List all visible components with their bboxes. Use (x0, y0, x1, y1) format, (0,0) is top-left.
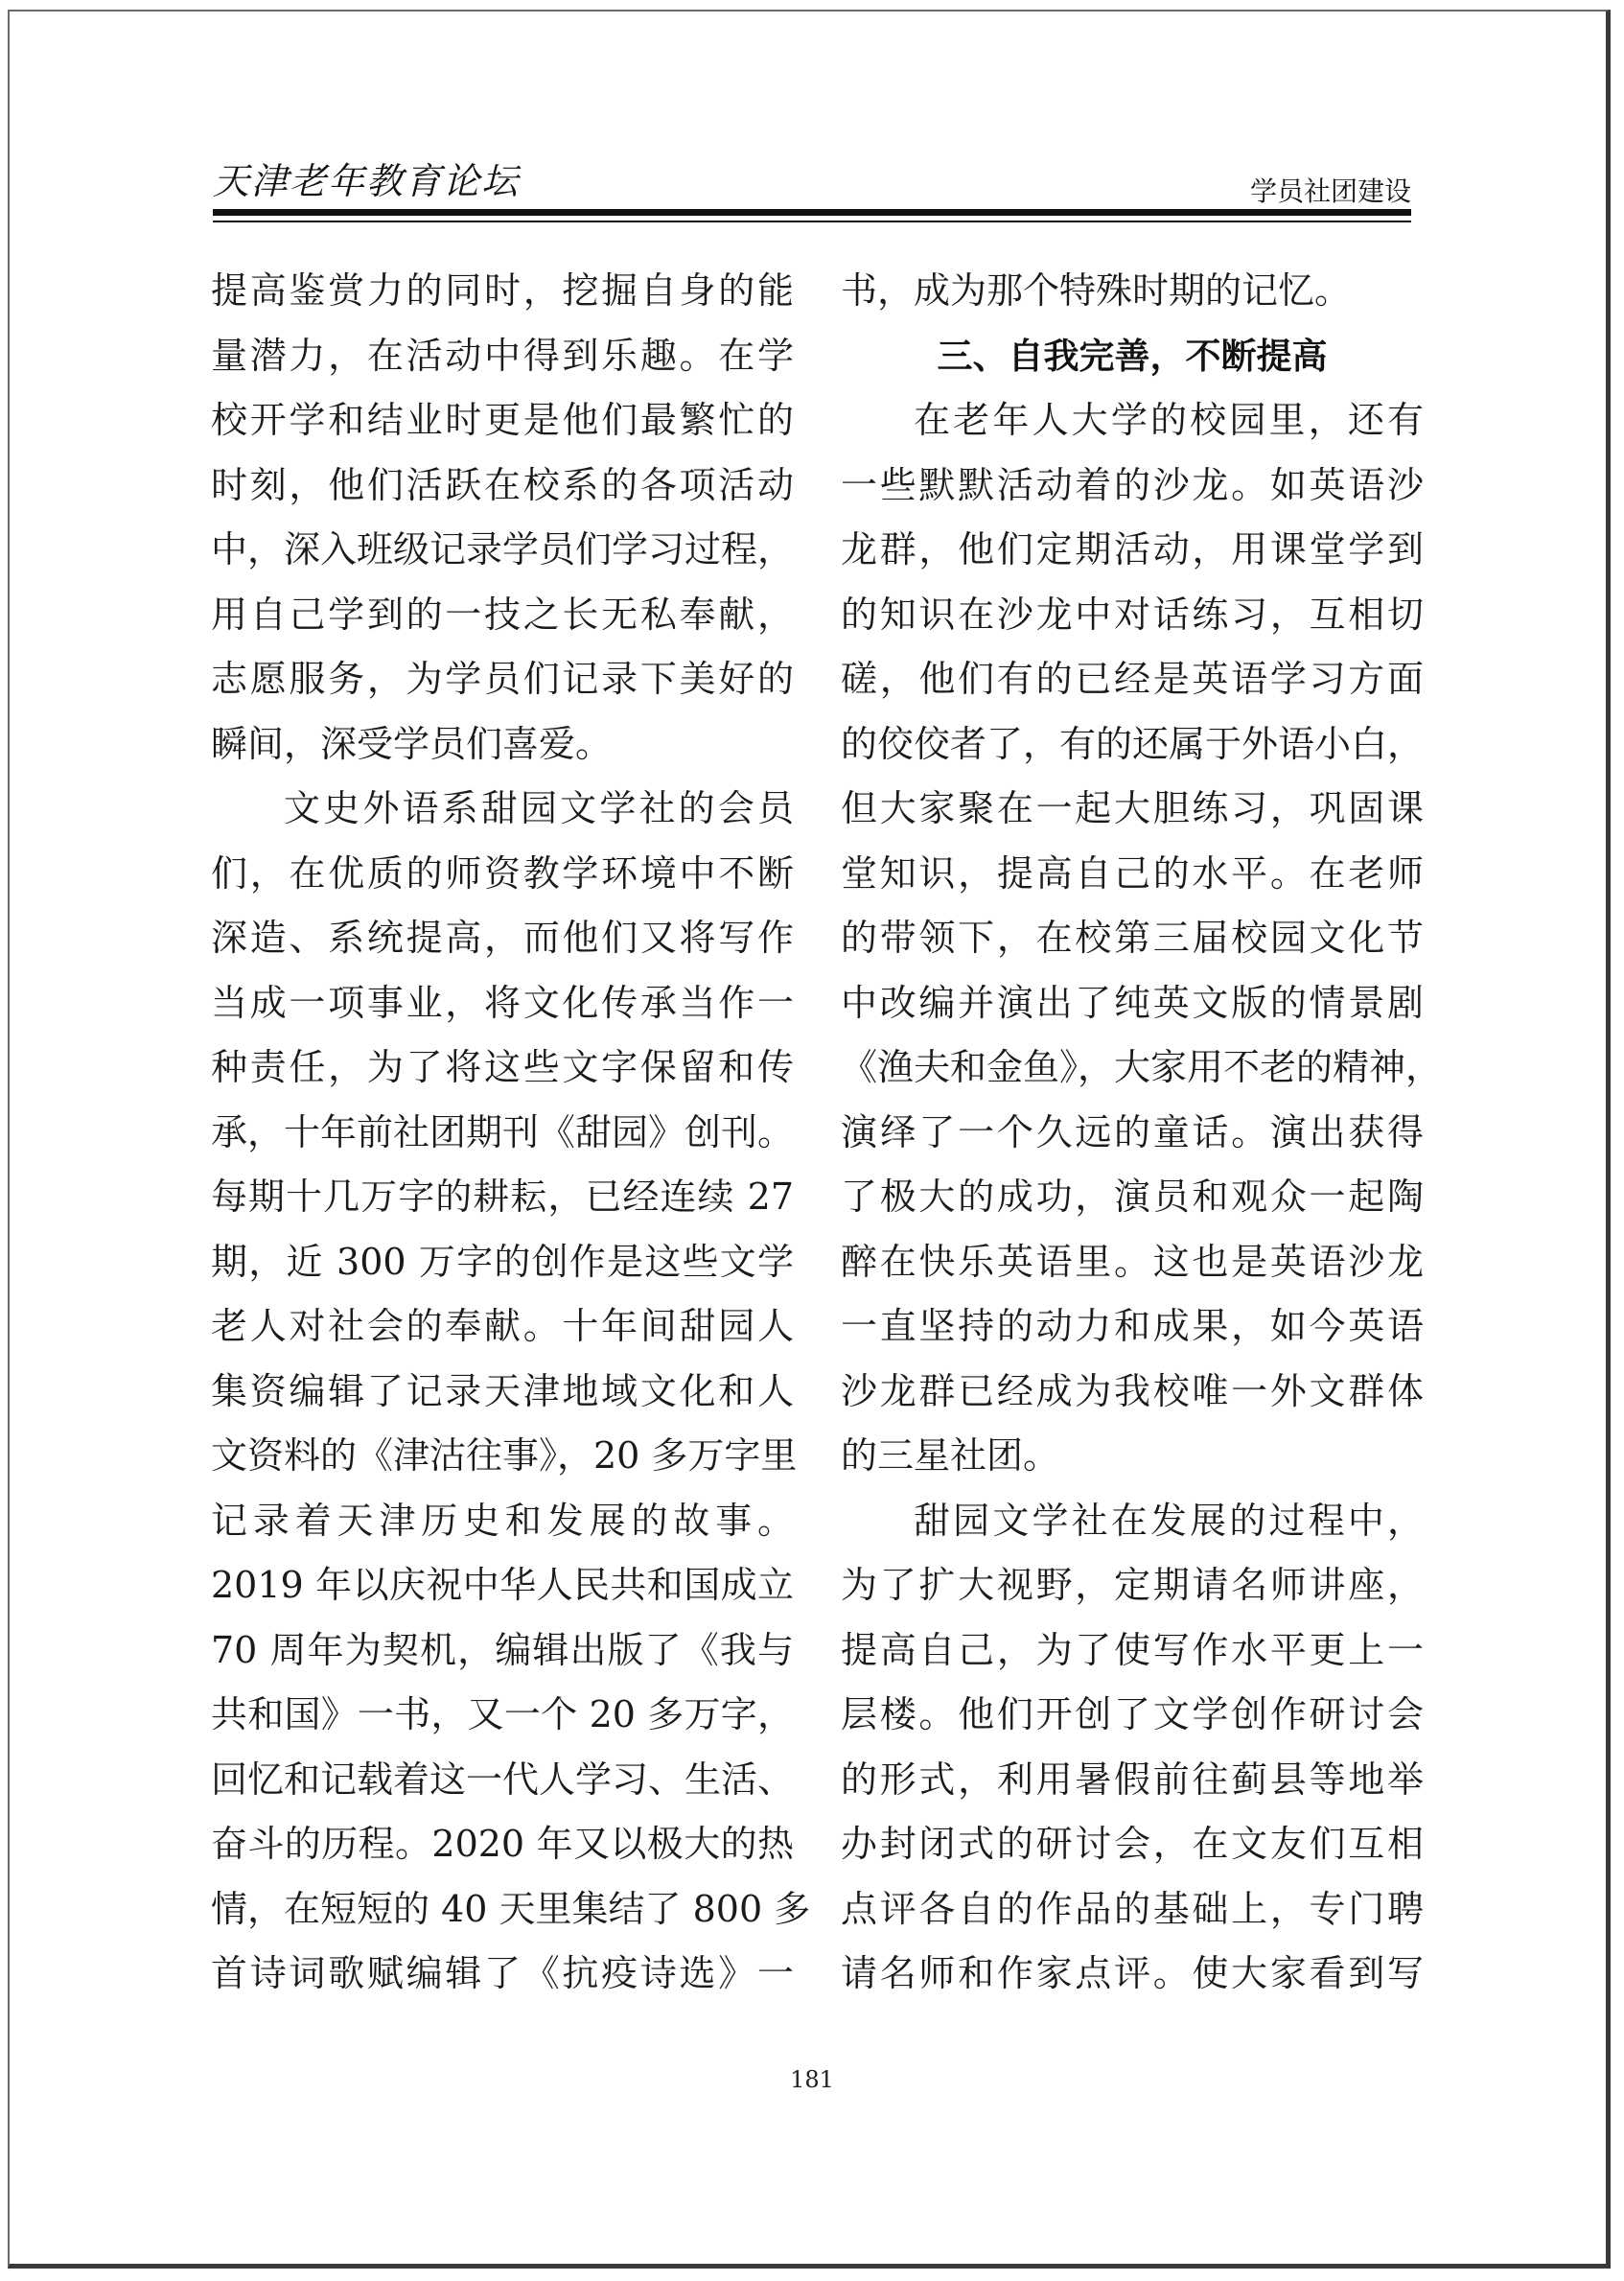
text-line: 为了扩大视野，定期请名师讲座， (841, 1564, 1424, 1606)
text-line: 情，在短短的 40 天里集结了 800 多 (211, 1887, 811, 1930)
journal-logo: 天津老年教育论坛 (213, 160, 521, 202)
text-line: 提高鉴赏力的同时，挖掘自身的能 (211, 269, 794, 312)
text-line: 70 周年为契机，编辑出版了《我与 (211, 1628, 794, 1671)
text-line: 堂知识，提高自己的水平。在老师 (841, 851, 1424, 895)
text-line: 了极大的成功，演员和观众一起陶 (841, 1175, 1424, 1218)
text-line: 校开学和结业时更是他们最繁忙的 (211, 399, 794, 441)
text-line: 志愿服务，为学员们记录下美好的 (211, 658, 794, 700)
text-line: 的形式，利用暑假前往蓟县等地举 (841, 1757, 1424, 1801)
text-line: 的三星社团。 (841, 1434, 1060, 1477)
page-number: 181 (790, 2066, 834, 2093)
text-line: 沙龙群已经成为我校唯一外文群体 (841, 1369, 1424, 1412)
text-line: 首诗词歌赋编辑了《抗疫诗选》一 (211, 1952, 794, 1994)
text-line: 书，成为那个特殊时期的记忆。 (841, 269, 1352, 312)
text-line: 龙群，他们定期活动，用课堂学到 (841, 528, 1424, 570)
text-line: 们，在优质的师资教学环境中不断 (211, 851, 794, 895)
text-line: 层楼。他们开创了文学创作研讨会 (841, 1693, 1424, 1735)
text-line: 但大家聚在一起大胆练习，巩固课 (841, 787, 1424, 829)
text-line: 演绎了一个久远的童话。演出获得 (841, 1110, 1424, 1153)
text-line: 时刻，他们活跃在校系的各项活动 (211, 463, 794, 506)
text-line: 请名师和作家点评。使大家看到写 (841, 1952, 1424, 1994)
text-line: 《渔夫和金鱼》，大家用不老的精神， (841, 1046, 1443, 1088)
right-column (841, 259, 1443, 2007)
text-line: 承，十年前社团期刊《甜园》创刊。 (211, 1110, 795, 1153)
text-line: 2019 年以庆祝中华人民共和国成立 (211, 1564, 794, 1606)
text-line: 磋，他们有的已经是英语学习方面 (841, 658, 1424, 700)
header-rule-thin (213, 221, 1411, 222)
header-rule-thick (213, 209, 1411, 216)
text-line: 的佼佼者了，有的还属于外语小白， (841, 722, 1425, 765)
text-line: 一直坚持的动力和成果，如今英语 (841, 1305, 1424, 1347)
text-line: 中改编并演出了纯英文版的情景剧 (841, 981, 1424, 1024)
text-line: 量潜力，在活动中得到乐趣。在学 (211, 334, 794, 377)
text-line: 瞬间，深受学员们喜爱。 (211, 722, 613, 765)
paragraph-first-line: 甜园文学社在发展的过程中， (914, 1499, 1424, 1542)
text-line: 每期十几万字的耕耘，已经连续 27 (211, 1175, 794, 1218)
paragraph-first-line: 在老年人大学的校园里，还有 (914, 399, 1424, 441)
text-line: 中，深入班级记录学员们学习过程， (211, 528, 795, 570)
paragraph-first-line: 文史外语系甜园文学社的会员 (284, 787, 794, 829)
left-column (211, 259, 811, 2007)
text-line: 集资编辑了记录天津地域文化和人 (211, 1369, 794, 1412)
text-line: 点评各自的作品的基础上，专门聘 (841, 1887, 1424, 1930)
section-title: 学员社团建设 (1249, 175, 1411, 207)
text-line: 用自己学到的一技之长无私奉献， (211, 593, 794, 636)
text-line: 老人对社会的奉献。十年间甜园人 (211, 1305, 794, 1347)
text-line: 共和国》一书，又一个 20 多万字， (211, 1693, 794, 1735)
text-line: 文资料的《津沽往事》，20 多万字里 (211, 1434, 798, 1477)
text-line: 当成一项事业，将文化传承当作一 (211, 981, 794, 1024)
text-line: 办封闭式的研讨会，在文友们互相 (841, 1823, 1424, 1865)
text-line: 记录着天津历史和发展的故事。 (211, 1499, 794, 1542)
text-line: 的带领下，在校第三届校园文化节 (841, 917, 1424, 959)
text-line: 的知识在沙龙中对话练习，互相切 (841, 593, 1424, 636)
text-line: 期，近 300 万字的创作是这些文学 (211, 1240, 794, 1283)
text-line: 深造、系统提高，而他们又将写作 (211, 917, 794, 959)
text-line: 种责任，为了将这些文字保留和传 (211, 1046, 794, 1088)
text-line: 回忆和记载着这一代人学习、生活、 (211, 1757, 795, 1801)
text-line: 一些默默活动着的沙龙。如英语沙 (841, 463, 1424, 506)
text-line: 提高自己，为了使写作水平更上一 (841, 1628, 1424, 1671)
text-line: 醉在快乐英语里。这也是英语沙龙 (841, 1240, 1424, 1283)
section-heading: 三、自我完善，不断提高 (937, 335, 1328, 377)
text-line: 奋斗的历程。2020 年又以极大的热 (211, 1823, 794, 1865)
